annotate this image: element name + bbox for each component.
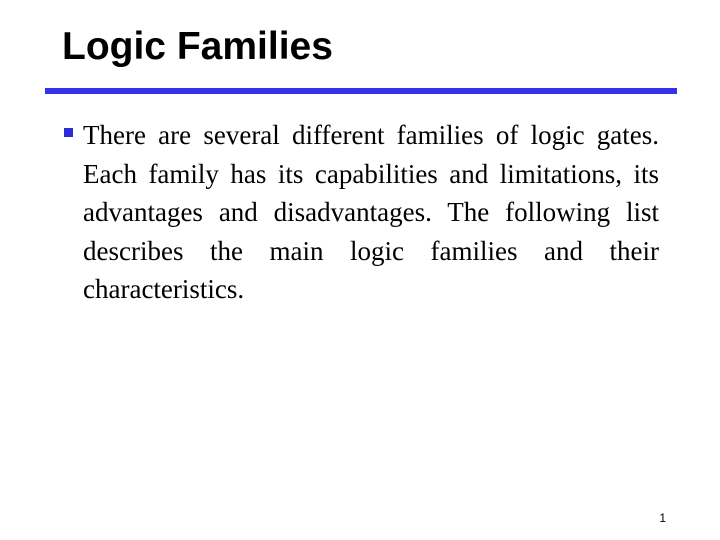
page-number: 1 (659, 511, 666, 525)
slide-title: Logic Families (62, 25, 333, 68)
title-divider (45, 88, 677, 94)
bullet-list (62, 116, 659, 309)
square-bullet-icon (64, 128, 73, 137)
bullet-text: There are several different families of logic gates. Each family has its capabilities and limitations, its advantages and disadvantages. The following list describes the main logic families and their characteristics. (83, 120, 659, 304)
bullet-item (62, 116, 659, 309)
